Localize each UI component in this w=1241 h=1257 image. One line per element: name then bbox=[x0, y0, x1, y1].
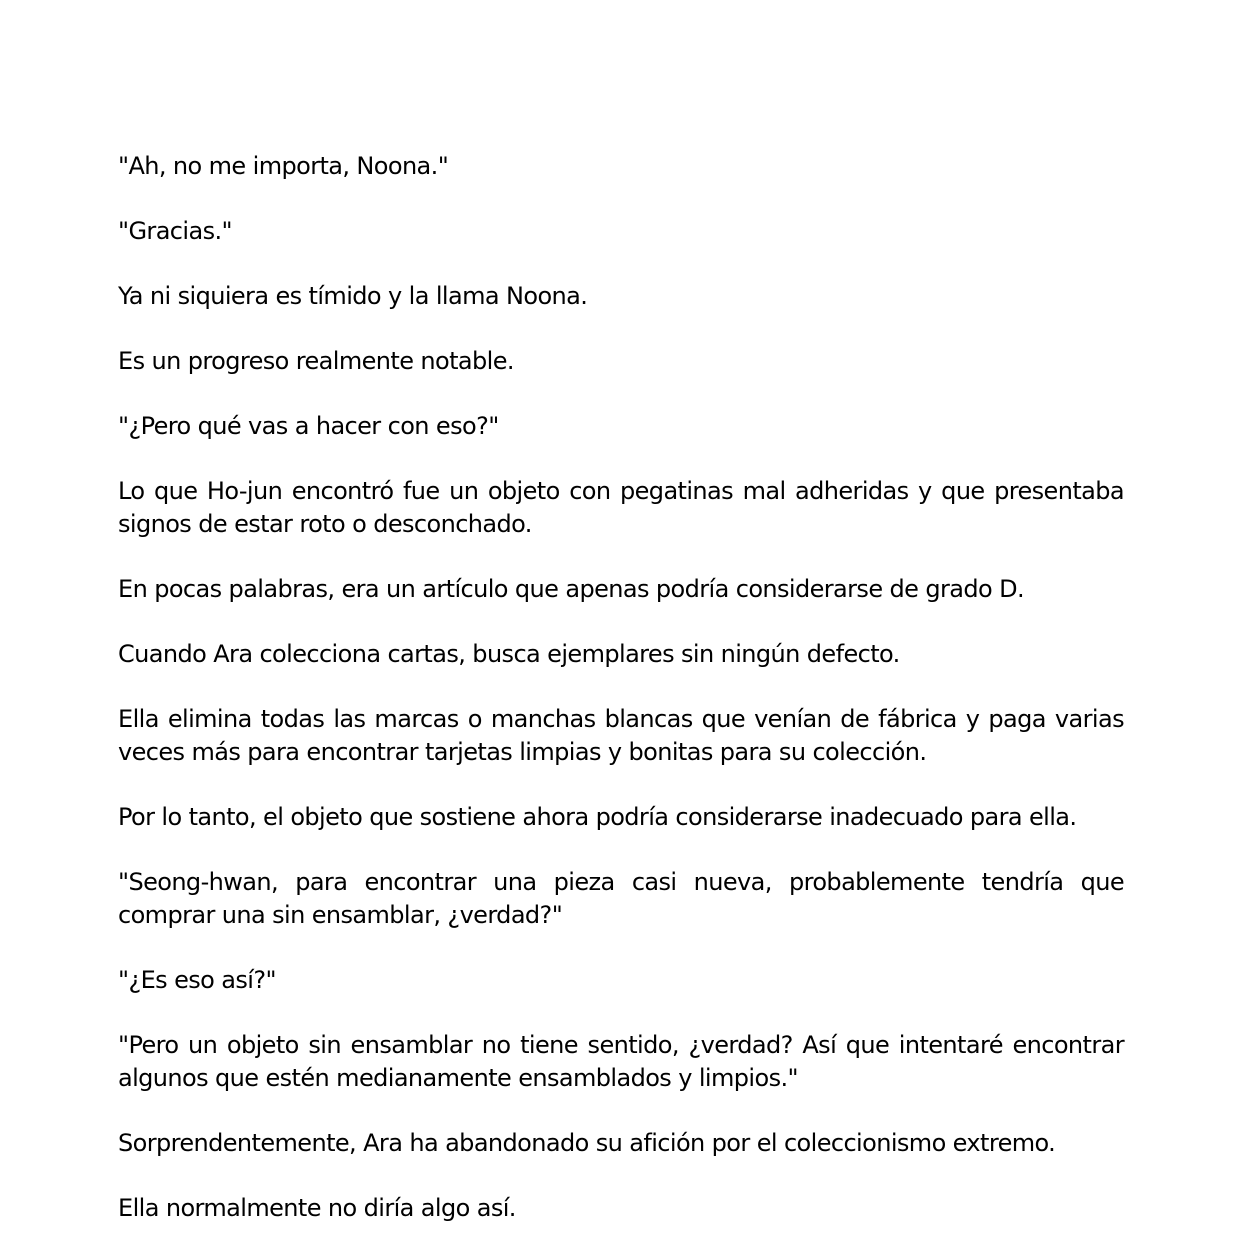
paragraph-8: Cuando Ara colecciona cartas, busca ejemplares sin ningún defecto. bbox=[118, 640, 900, 668]
paragraph-11: "Seong-hwan, para encontrar una pieza casi nueva, probablemente tendría que comprar una sin ensamblar, ¿verdad?" bbox=[118, 868, 1124, 929]
paragraph-1: "Ah, no me importa, Noona." bbox=[118, 152, 449, 180]
paragraph-4: Es un progreso realmente notable. bbox=[118, 347, 514, 375]
paragraph-13: "Pero un objeto sin ensamblar no tiene sentido, ¿verdad? Así que intentaré encontrar algunos que estén medianamente ensamblados y limpios." bbox=[118, 1031, 1124, 1092]
document-body bbox=[118, 150, 1124, 1257]
paragraph-7: En pocas palabras, era un artículo que apenas podría considerarse de grado D. bbox=[118, 575, 1025, 603]
paragraph-10: Por lo tanto, el objeto que sostiene ahora podría considerarse inadecuado para ella. bbox=[118, 803, 1077, 831]
paragraph-2: "Gracias." bbox=[118, 217, 232, 245]
paragraph-9: Ella elimina todas las marcas o manchas blancas que venían de fábrica y paga varias veces más para encontrar tarjetas limpias y bonitas para su colección. bbox=[118, 705, 1124, 766]
paragraph-5: "¿Pero qué vas a hacer con eso?" bbox=[118, 412, 499, 440]
paragraph-12: "¿Es eso así?" bbox=[118, 966, 276, 994]
paragraph-3: Ya ni siquiera es tímido y la llama Noona. bbox=[118, 282, 588, 310]
paragraph-14: Sorprendentemente, Ara ha abandonado su afición por el coleccionismo extremo. bbox=[118, 1129, 1056, 1157]
paragraph-15: Ella normalmente no diría algo así. bbox=[118, 1194, 516, 1222]
paragraph-6: Lo que Ho-jun encontró fue un objeto con pegatinas mal adheridas y que presentaba signos de estar roto o desconchado. bbox=[118, 477, 1124, 538]
